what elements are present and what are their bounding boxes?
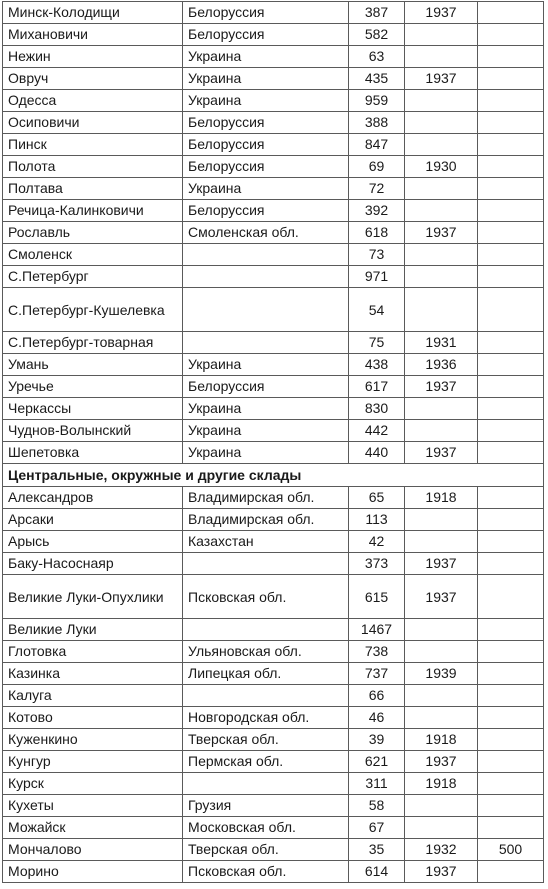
number-cell: 438 bbox=[349, 354, 405, 376]
number-cell: 63 bbox=[349, 46, 405, 68]
extra-cell bbox=[478, 24, 544, 46]
station-cell: Кунгур bbox=[3, 751, 183, 773]
extra-cell bbox=[478, 398, 544, 420]
table-row bbox=[3, 487, 544, 509]
region-cell: Украина bbox=[183, 90, 349, 112]
depot-table-body bbox=[3, 2, 544, 883]
number-cell: 971 bbox=[349, 266, 405, 288]
number-cell: 442 bbox=[349, 420, 405, 442]
number-cell: 65 bbox=[349, 487, 405, 509]
extra-cell bbox=[478, 773, 544, 795]
number-cell: 582 bbox=[349, 24, 405, 46]
number-cell: 58 bbox=[349, 795, 405, 817]
station-cell: Михановичи bbox=[3, 24, 183, 46]
table-row bbox=[3, 178, 544, 200]
number-cell: 847 bbox=[349, 134, 405, 156]
region-cell: Белоруссия bbox=[183, 156, 349, 178]
station-cell: Полота bbox=[3, 156, 183, 178]
table-row bbox=[3, 398, 544, 420]
table-row bbox=[3, 266, 544, 288]
extra-cell bbox=[478, 134, 544, 156]
table-row bbox=[3, 531, 544, 553]
table-row bbox=[3, 2, 544, 24]
region-cell: Владимирская обл. bbox=[183, 509, 349, 531]
extra-cell bbox=[478, 663, 544, 685]
year-cell bbox=[405, 90, 478, 112]
extra-cell bbox=[478, 354, 544, 376]
table-row bbox=[3, 685, 544, 707]
station-cell: Овруч bbox=[3, 68, 183, 90]
table-row bbox=[3, 861, 544, 883]
table-row bbox=[3, 46, 544, 68]
station-cell: Великие Луки-Опухлики bbox=[3, 575, 183, 619]
year-cell bbox=[405, 244, 478, 266]
year-cell: 1937 bbox=[405, 376, 478, 398]
number-cell: 54 bbox=[349, 288, 405, 332]
depot-table bbox=[2, 1, 544, 883]
number-cell: 435 bbox=[349, 68, 405, 90]
year-cell: 1932 bbox=[405, 839, 478, 861]
number-cell: 392 bbox=[349, 200, 405, 222]
year-cell: 1937 bbox=[405, 2, 478, 24]
year-cell: 1931 bbox=[405, 332, 478, 354]
section-header-row bbox=[3, 464, 544, 487]
number-cell: 959 bbox=[349, 90, 405, 112]
extra-cell bbox=[478, 90, 544, 112]
table-row bbox=[3, 244, 544, 266]
station-cell: Казинка bbox=[3, 663, 183, 685]
station-cell: Баку-Насоснаяр bbox=[3, 553, 183, 575]
station-cell: Арсаки bbox=[3, 509, 183, 531]
station-cell: Морино bbox=[3, 861, 183, 883]
region-cell: Украина bbox=[183, 442, 349, 464]
extra-cell bbox=[478, 112, 544, 134]
extra-cell bbox=[478, 46, 544, 68]
table-row bbox=[3, 376, 544, 398]
station-cell: Мончалово bbox=[3, 839, 183, 861]
number-cell: 66 bbox=[349, 685, 405, 707]
number-cell: 621 bbox=[349, 751, 405, 773]
extra-cell bbox=[478, 729, 544, 751]
table-row bbox=[3, 707, 544, 729]
station-cell: С.Петербург-товарная bbox=[3, 332, 183, 354]
station-cell: Черкассы bbox=[3, 398, 183, 420]
table-row bbox=[3, 619, 544, 641]
region-cell bbox=[183, 773, 349, 795]
region-cell: Московская обл. bbox=[183, 817, 349, 839]
year-cell bbox=[405, 200, 478, 222]
year-cell bbox=[405, 707, 478, 729]
year-cell: 1937 bbox=[405, 222, 478, 244]
table-row bbox=[3, 641, 544, 663]
region-cell: Белоруссия bbox=[183, 112, 349, 134]
year-cell bbox=[405, 817, 478, 839]
number-cell: 738 bbox=[349, 641, 405, 663]
number-cell: 75 bbox=[349, 332, 405, 354]
table-row bbox=[3, 575, 544, 619]
number-cell: 615 bbox=[349, 575, 405, 619]
region-cell: Тверская обл. bbox=[183, 839, 349, 861]
station-cell: Одесса bbox=[3, 90, 183, 112]
extra-cell bbox=[478, 376, 544, 398]
region-cell: Псковская обл. bbox=[183, 575, 349, 619]
section-title: Центральные, окружные и другие склады bbox=[3, 464, 544, 487]
number-cell: 373 bbox=[349, 553, 405, 575]
year-cell: 1937 bbox=[405, 751, 478, 773]
station-cell: Глотовка bbox=[3, 641, 183, 663]
region-cell: Владимирская обл. bbox=[183, 487, 349, 509]
region-cell: Белоруссия bbox=[183, 376, 349, 398]
extra-cell bbox=[478, 288, 544, 332]
region-cell: Пермская обл. bbox=[183, 751, 349, 773]
year-cell: 1937 bbox=[405, 553, 478, 575]
region-cell: Украина bbox=[183, 178, 349, 200]
table-row bbox=[3, 354, 544, 376]
region-cell bbox=[183, 288, 349, 332]
region-cell: Смоленская обл. bbox=[183, 222, 349, 244]
table-row bbox=[3, 24, 544, 46]
year-cell: 1939 bbox=[405, 663, 478, 685]
station-cell: Уречье bbox=[3, 376, 183, 398]
year-cell: 1918 bbox=[405, 773, 478, 795]
station-cell: С.Петербург-Кушелевка bbox=[3, 288, 183, 332]
station-cell: Котово bbox=[3, 707, 183, 729]
extra-cell bbox=[478, 266, 544, 288]
year-cell bbox=[405, 24, 478, 46]
extra-cell bbox=[478, 509, 544, 531]
region-cell: Белоруссия bbox=[183, 2, 349, 24]
extra-cell bbox=[478, 442, 544, 464]
extra-cell bbox=[478, 332, 544, 354]
region-cell: Ульяновская обл. bbox=[183, 641, 349, 663]
region-cell: Украина bbox=[183, 68, 349, 90]
extra-cell bbox=[478, 795, 544, 817]
year-cell bbox=[405, 266, 478, 288]
station-cell: Куженкино bbox=[3, 729, 183, 751]
extra-cell bbox=[478, 641, 544, 663]
station-cell: С.Петербург bbox=[3, 266, 183, 288]
extra-cell bbox=[478, 156, 544, 178]
year-cell: 1937 bbox=[405, 575, 478, 619]
region-cell: Украина bbox=[183, 420, 349, 442]
region-cell: Липецкая обл. bbox=[183, 663, 349, 685]
extra-cell bbox=[478, 685, 544, 707]
extra-cell bbox=[478, 707, 544, 729]
table-row bbox=[3, 68, 544, 90]
table-row bbox=[3, 773, 544, 795]
table-row bbox=[3, 553, 544, 575]
region-cell: Белоруссия bbox=[183, 134, 349, 156]
region-cell bbox=[183, 266, 349, 288]
region-cell bbox=[183, 685, 349, 707]
year-cell bbox=[405, 619, 478, 641]
station-cell: Можайск bbox=[3, 817, 183, 839]
station-cell: Умань bbox=[3, 354, 183, 376]
extra-cell bbox=[478, 68, 544, 90]
station-cell: Пинск bbox=[3, 134, 183, 156]
extra-cell bbox=[478, 817, 544, 839]
table-row bbox=[3, 442, 544, 464]
year-cell bbox=[405, 685, 478, 707]
number-cell: 42 bbox=[349, 531, 405, 553]
year-cell: 1918 bbox=[405, 729, 478, 751]
number-cell: 67 bbox=[349, 817, 405, 839]
year-cell bbox=[405, 46, 478, 68]
station-cell: Калуга bbox=[3, 685, 183, 707]
number-cell: 69 bbox=[349, 156, 405, 178]
region-cell: Украина bbox=[183, 398, 349, 420]
region-cell: Тверская обл. bbox=[183, 729, 349, 751]
number-cell: 35 bbox=[349, 839, 405, 861]
extra-cell: 500 bbox=[478, 839, 544, 861]
extra-cell bbox=[478, 487, 544, 509]
table-row bbox=[3, 420, 544, 442]
table-row bbox=[3, 222, 544, 244]
region-cell: Новгородская обл. bbox=[183, 707, 349, 729]
station-cell: Минск-Колодищи bbox=[3, 2, 183, 24]
number-cell: 737 bbox=[349, 663, 405, 685]
region-cell: Украина bbox=[183, 354, 349, 376]
station-cell: Арысь bbox=[3, 531, 183, 553]
number-cell: 113 bbox=[349, 509, 405, 531]
region-cell bbox=[183, 553, 349, 575]
station-cell: Речица-Калинковичи bbox=[3, 200, 183, 222]
extra-cell bbox=[478, 861, 544, 883]
table-row bbox=[3, 751, 544, 773]
region-cell bbox=[183, 332, 349, 354]
region-cell: Псковская обл. bbox=[183, 861, 349, 883]
table-row bbox=[3, 795, 544, 817]
year-cell bbox=[405, 420, 478, 442]
region-cell: Белоруссия bbox=[183, 24, 349, 46]
extra-cell bbox=[478, 420, 544, 442]
table-row bbox=[3, 729, 544, 751]
region-cell: Грузия bbox=[183, 795, 349, 817]
station-cell: Смоленск bbox=[3, 244, 183, 266]
number-cell: 1467 bbox=[349, 619, 405, 641]
table-row bbox=[3, 332, 544, 354]
year-cell: 1930 bbox=[405, 156, 478, 178]
region-cell: Белоруссия bbox=[183, 200, 349, 222]
extra-cell bbox=[478, 244, 544, 266]
table-row bbox=[3, 817, 544, 839]
number-cell: 72 bbox=[349, 178, 405, 200]
station-cell: Кухеты bbox=[3, 795, 183, 817]
table-row bbox=[3, 663, 544, 685]
extra-cell bbox=[478, 2, 544, 24]
table-row bbox=[3, 90, 544, 112]
year-cell: 1937 bbox=[405, 442, 478, 464]
year-cell bbox=[405, 178, 478, 200]
station-cell: Нежин bbox=[3, 46, 183, 68]
station-cell: Осиповичи bbox=[3, 112, 183, 134]
year-cell: 1918 bbox=[405, 487, 478, 509]
number-cell: 617 bbox=[349, 376, 405, 398]
region-cell bbox=[183, 619, 349, 641]
year-cell bbox=[405, 288, 478, 332]
table-row bbox=[3, 112, 544, 134]
number-cell: 73 bbox=[349, 244, 405, 266]
number-cell: 387 bbox=[349, 2, 405, 24]
number-cell: 618 bbox=[349, 222, 405, 244]
extra-cell bbox=[478, 619, 544, 641]
number-cell: 388 bbox=[349, 112, 405, 134]
year-cell bbox=[405, 531, 478, 553]
number-cell: 614 bbox=[349, 861, 405, 883]
number-cell: 311 bbox=[349, 773, 405, 795]
year-cell bbox=[405, 112, 478, 134]
year-cell bbox=[405, 509, 478, 531]
extra-cell bbox=[478, 200, 544, 222]
extra-cell bbox=[478, 751, 544, 773]
station-cell: Шепетовка bbox=[3, 442, 183, 464]
extra-cell bbox=[478, 178, 544, 200]
number-cell: 39 bbox=[349, 729, 405, 751]
extra-cell bbox=[478, 553, 544, 575]
table-row bbox=[3, 288, 544, 332]
extra-cell bbox=[478, 531, 544, 553]
region-cell bbox=[183, 244, 349, 266]
year-cell: 1936 bbox=[405, 354, 478, 376]
year-cell bbox=[405, 641, 478, 663]
number-cell: 830 bbox=[349, 398, 405, 420]
station-cell: Рославль bbox=[3, 222, 183, 244]
table-row bbox=[3, 156, 544, 178]
station-cell: Великие Луки bbox=[3, 619, 183, 641]
station-cell: Александров bbox=[3, 487, 183, 509]
number-cell: 46 bbox=[349, 707, 405, 729]
year-cell: 1937 bbox=[405, 68, 478, 90]
table-row bbox=[3, 134, 544, 156]
table-row bbox=[3, 509, 544, 531]
station-cell: Полтава bbox=[3, 178, 183, 200]
station-cell: Курск bbox=[3, 773, 183, 795]
extra-cell bbox=[478, 222, 544, 244]
region-cell: Украина bbox=[183, 46, 349, 68]
station-cell: Чуднов-Волынский bbox=[3, 420, 183, 442]
year-cell bbox=[405, 398, 478, 420]
region-cell: Казахстан bbox=[183, 531, 349, 553]
number-cell: 440 bbox=[349, 442, 405, 464]
year-cell bbox=[405, 795, 478, 817]
extra-cell bbox=[478, 575, 544, 619]
table-row bbox=[3, 839, 544, 861]
year-cell bbox=[405, 134, 478, 156]
year-cell: 1937 bbox=[405, 861, 478, 883]
table-row bbox=[3, 200, 544, 222]
